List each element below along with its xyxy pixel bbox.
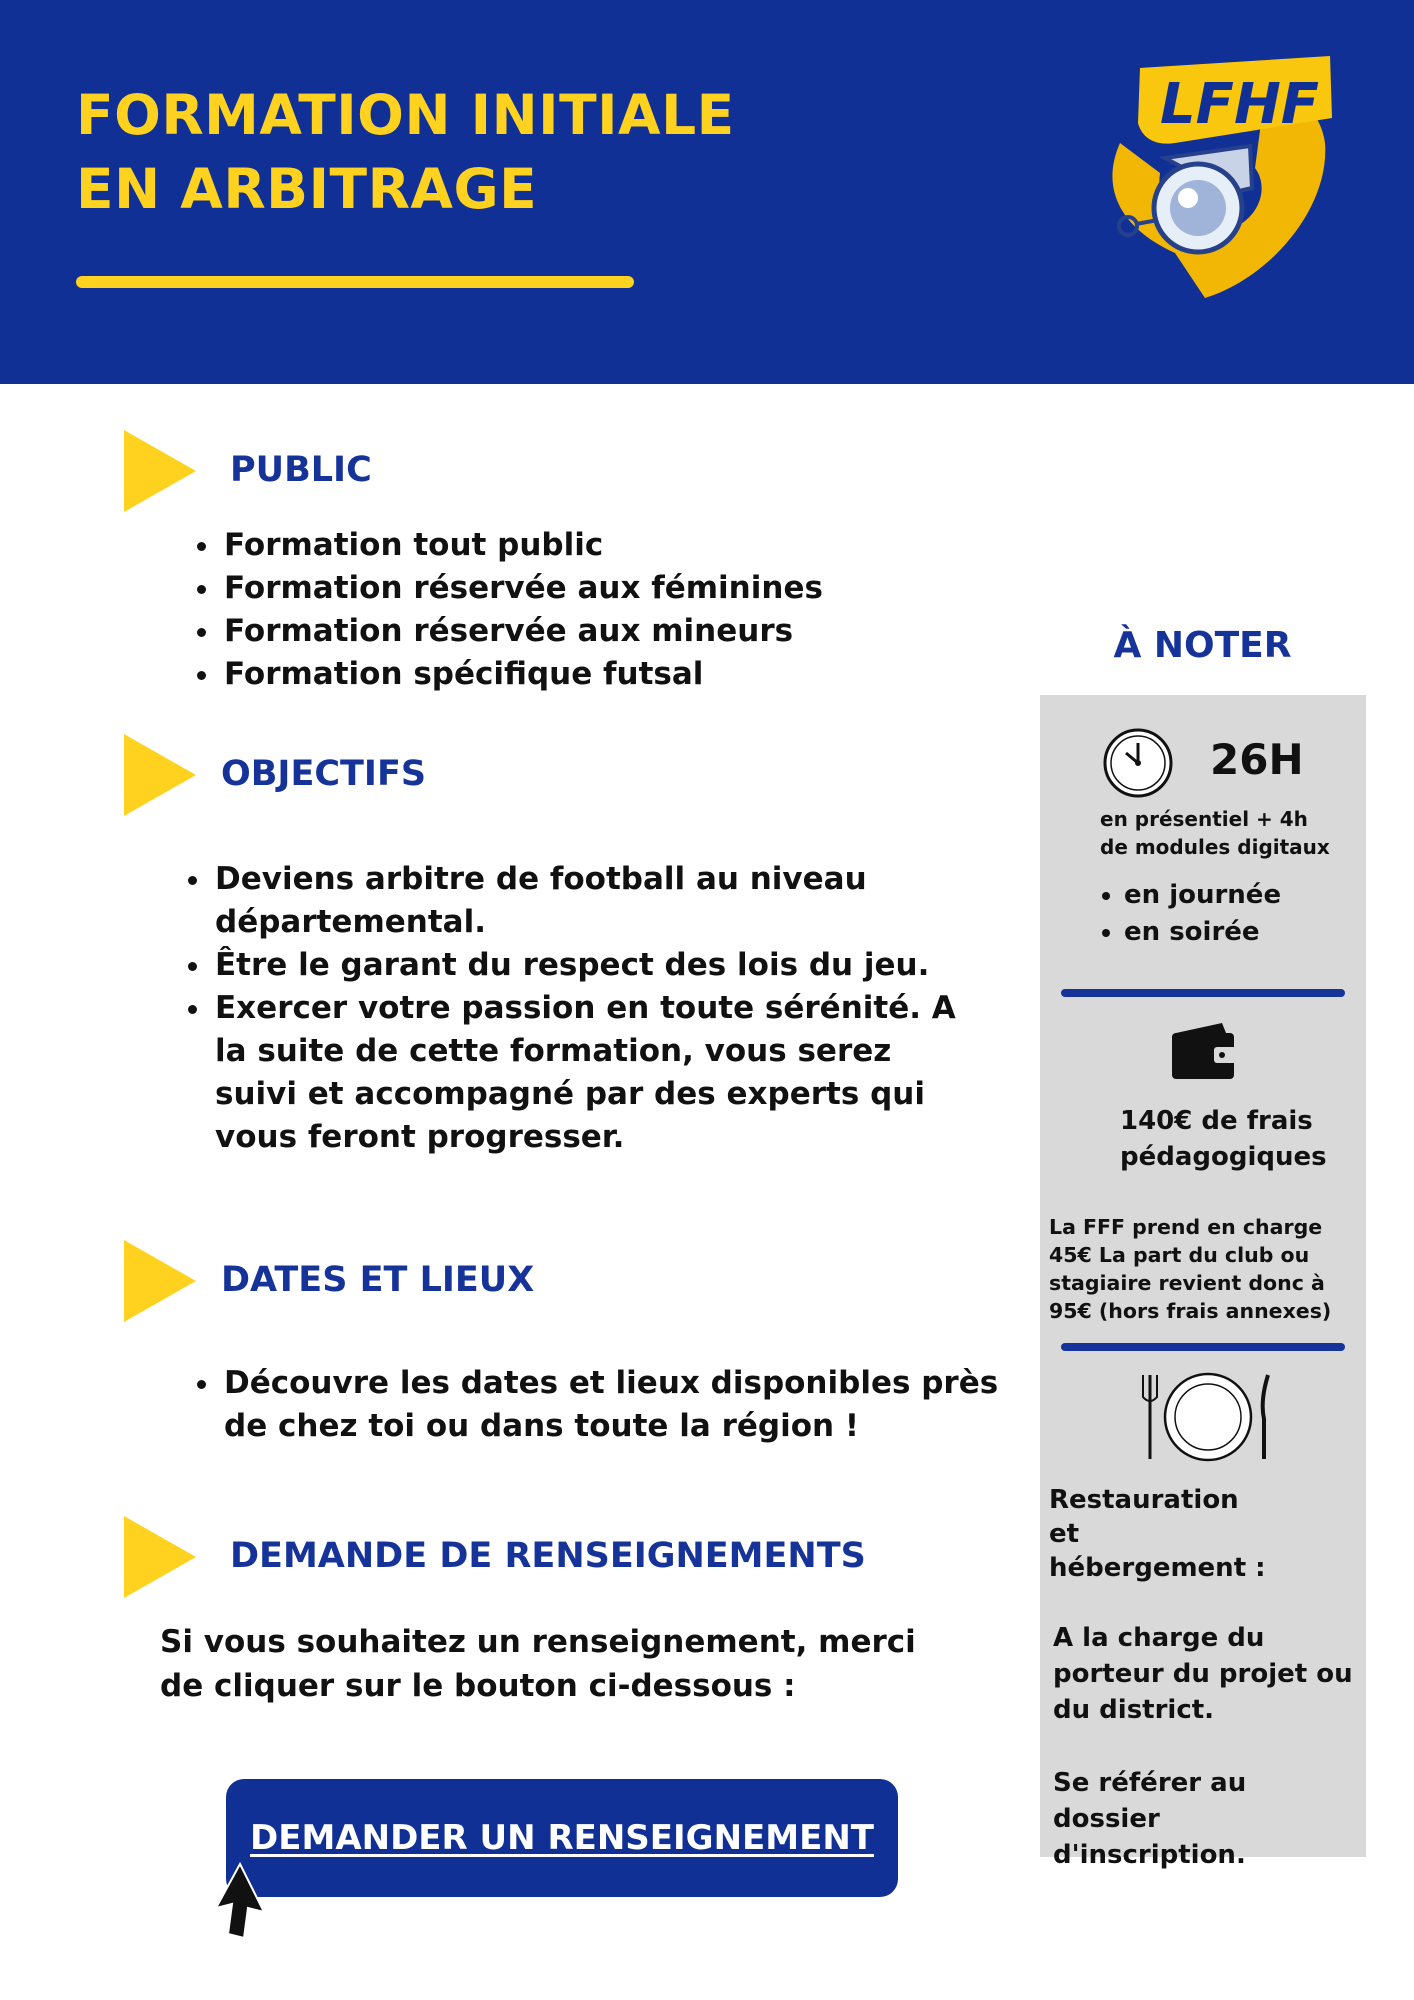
renseignements-text: Si vous souhaitez un renseignement, merci de cliquer sur le bouton ci-dessous : <box>160 1624 916 1704</box>
section-title-dates: DATES ET LIEUX <box>221 1260 535 1300</box>
sidebar-title: À NOTER <box>1113 625 1292 666</box>
list-item: • en journée <box>1124 877 1281 914</box>
list-item: • Formation spécifique futsal <box>222 653 942 696</box>
title-underline <box>76 276 634 288</box>
restauration-ref: Se référer au dossier d'inscription. <box>1053 1768 1247 1870</box>
pointer-cursor-icon <box>210 1862 266 1940</box>
wallet-icon <box>1170 1019 1238 1081</box>
logo-text: LFHF <box>1160 72 1320 137</box>
list-item: • Deviens arbitre de football au niveau départemental. <box>213 858 973 944</box>
request-info-button[interactable]: DEMANDER UN RENSEIGNEMENT <box>226 1779 898 1897</box>
list-item: • Exercer votre passion en toute sérénité. A la suite de cette formation, vous serez suivi et accompagné par des experts qui vous feront progresser. <box>213 987 973 1159</box>
title-line-1: FORMATION INITIALE <box>76 83 735 147</box>
restauration-title: Restauration et hébergement : <box>1049 1485 1266 1583</box>
hours-detail: en présentiel + 4h de modules digitaux <box>1100 807 1330 859</box>
section-arrow-icon <box>124 1516 196 1598</box>
list-item: • en soirée <box>1124 914 1281 951</box>
list-item: • Formation réservée aux féminines <box>222 567 942 610</box>
section-arrow-icon <box>124 1240 196 1322</box>
fees-text: 140€ de frais pédagogiques <box>1120 1106 1327 1172</box>
section-title-renseignements: DEMANDE DE RENSEIGNEMENTS <box>230 1536 866 1576</box>
sidebar-divider <box>1061 1343 1345 1351</box>
objectifs-list <box>171 858 973 1159</box>
sidebar-divider <box>1061 989 1345 997</box>
dates-list <box>180 1362 1012 1448</box>
title-line-2: EN ARBITRAGE <box>76 157 538 221</box>
plate-cutlery-icon <box>1140 1371 1276 1463</box>
section-arrow-icon <box>124 430 196 512</box>
lfhf-whistle-logo <box>1080 48 1340 303</box>
public-list <box>180 524 942 696</box>
section-title-public: PUBLIC <box>230 450 372 490</box>
list-item: • Formation réservée aux mineurs <box>222 610 942 653</box>
restauration-charge: A la charge du porteur du projet ou du district. <box>1053 1623 1353 1725</box>
header-banner <box>0 0 1414 384</box>
section-title-objectifs: OBJECTIFS <box>221 754 427 794</box>
list-item: • Découvre les dates et lieux disponibles près de chez toi ou dans toute la région ! <box>222 1362 1012 1448</box>
fff-note: La FFF prend en charge 45€ La part du club ou stagiaire revient donc à 95€ (hors frais annexes) <box>1049 1215 1332 1323</box>
section-arrow-icon <box>124 734 196 816</box>
clock-icon <box>1102 727 1174 799</box>
list-item: • Être le garant du respect des lois du jeu. <box>213 944 973 987</box>
schedule-list <box>1096 877 1281 951</box>
info-sidebar <box>1040 695 1366 1870</box>
list-item: • Formation tout public <box>222 524 942 567</box>
hours-value: 26H <box>1210 735 1304 784</box>
page-title <box>76 78 735 226</box>
